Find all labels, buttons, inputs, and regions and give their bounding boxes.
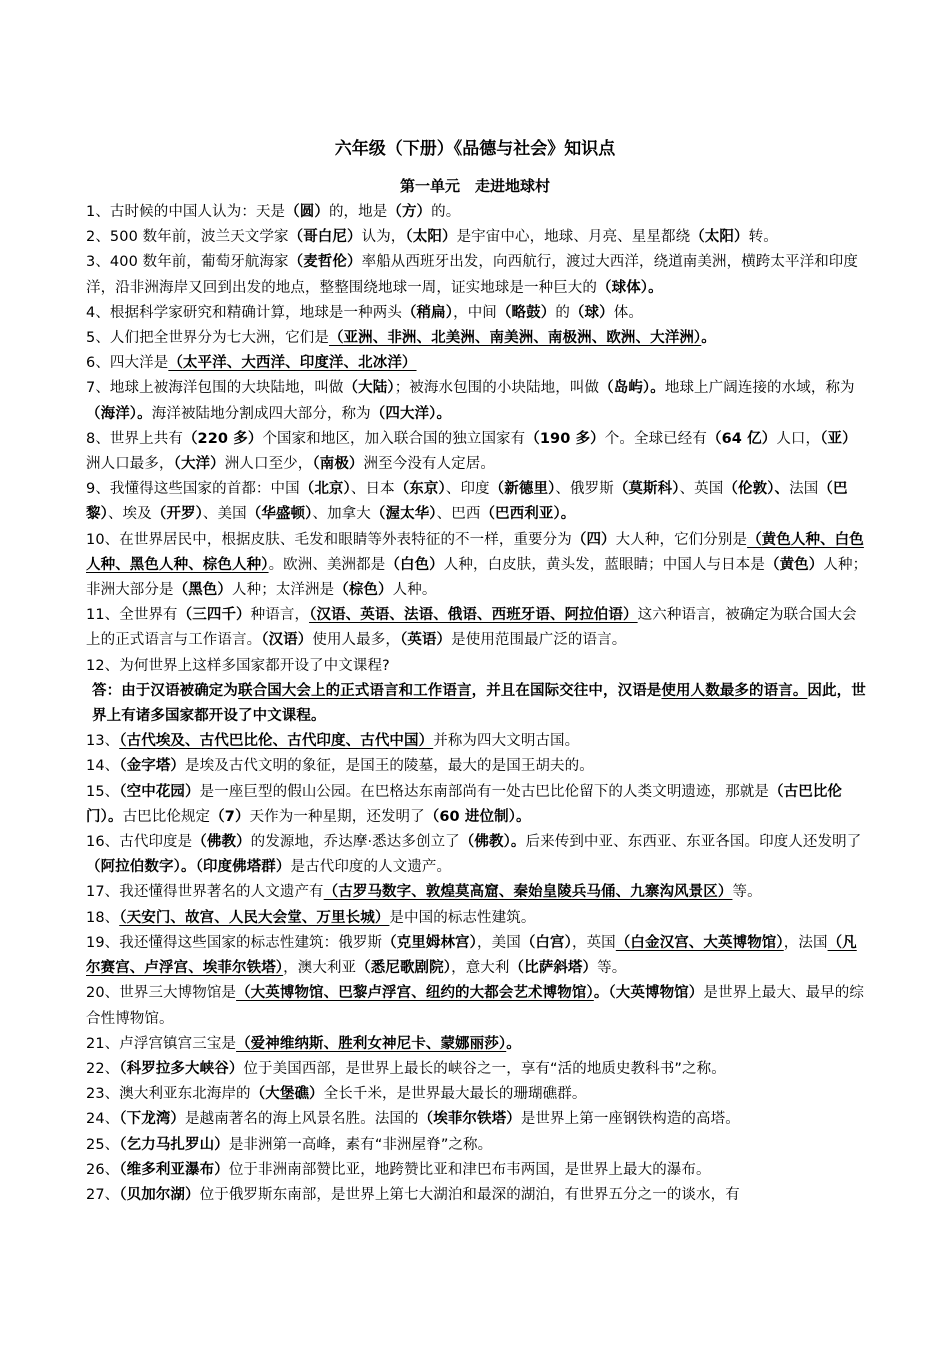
text-segment: 是非洲第一高峰，素有“非洲屋脊”之称。 xyxy=(228,1136,493,1153)
text-segment: （大堡礁） xyxy=(250,1086,324,1103)
text-segment: 、加拿大 xyxy=(312,506,371,523)
text-segment: 、印度 xyxy=(445,481,490,498)
text-segment: （英语） xyxy=(399,632,452,649)
text-segment: （大洋） xyxy=(173,456,225,473)
text-segment: 。 xyxy=(701,330,716,347)
knowledge-point-28 xyxy=(86,1183,871,1208)
text-segment: （乞力马扎罗山） xyxy=(119,1136,229,1153)
text-segment: 17、我还懂得世界著名的人文遗产有 xyxy=(86,884,324,901)
text-segment: 。 xyxy=(593,985,609,1002)
text-segment: 是使用范围最广泛的语言。 xyxy=(451,632,627,649)
text-segment: （大英博物馆） xyxy=(608,985,704,1002)
text-segment: 23、澳大利亚东北海岸的 xyxy=(86,1086,251,1103)
text-segment: （巴西利亚）。 xyxy=(480,506,576,523)
text-segment: （四大洋）。 xyxy=(370,405,452,422)
text-segment: 使用人最多， xyxy=(312,632,400,649)
text-segment: （太阳） xyxy=(405,229,457,246)
text-segment: 4、根据科学家研究和精确计算，地球是一种两头 xyxy=(86,304,402,321)
text-segment: （哥白尼） xyxy=(288,229,362,246)
text-segment: 是一座巨型的假山公园。在巴格达东南部尚有一处古巴比伦留下的人类文明遗迹，那就是 xyxy=(199,783,770,800)
text-segment: （凡尔赛宫、卢浮宫、埃菲尔铁塔） xyxy=(86,934,857,977)
text-segment: 全长千米，是世界最大最长的珊瑚礁群。 xyxy=(323,1086,587,1103)
text-segment: （岛屿）。 xyxy=(599,380,665,397)
text-segment: 认为， xyxy=(361,229,406,246)
text-segment: 9、我懂得这些国家的首都：中国 xyxy=(86,481,300,498)
text-segment: （古罗马数字、敦煌莫高窟、秦始皇陵兵马俑、九寨沟风景区） xyxy=(323,884,733,901)
text-segment: （维多利亚瀑布） xyxy=(119,1161,229,1178)
page-title: 六年级（下册）《品德与社会》知识点 xyxy=(334,139,616,159)
knowledge-point-7 xyxy=(86,376,871,426)
text-segment: （黄色人种、白色人种、黑色人种、棕色人种） xyxy=(86,531,864,573)
text-segment: 14、 xyxy=(86,758,120,775)
knowledge-point-19 xyxy=(86,906,871,931)
text-segment: （汉语、英语、法语、俄语、西班牙语、阿拉伯语） xyxy=(309,607,638,624)
text-segment: （220 多） xyxy=(182,430,263,447)
text-segment: 的，地是 xyxy=(328,204,388,220)
text-segment: 位于非洲南部赞比亚，地跨赞比亚和津巴布韦两国，是世界上最大的瀑布。 xyxy=(228,1161,711,1178)
knowledge-point-1 xyxy=(86,200,871,225)
text-segment: （方） xyxy=(387,204,432,220)
knowledge-point-15 xyxy=(86,754,871,779)
text-segment: 、埃及 xyxy=(107,506,152,523)
text-segment: （黑色） xyxy=(173,582,233,599)
text-segment: （悉尼歌剧院） xyxy=(356,960,452,977)
text-segment: 2、500 数年前，波兰天文学家 xyxy=(86,229,289,246)
text-segment: 联合国大会上的正式语言和工作语言 xyxy=(238,682,472,699)
knowledge-point-23 xyxy=(86,1057,871,1082)
text-segment: 1、古时候的中国人认为：天是 xyxy=(86,204,286,220)
text-segment: 8、世界上共有 xyxy=(86,430,183,447)
knowledge-point-25 xyxy=(86,1107,871,1132)
text-segment: 个。全球已经有 xyxy=(604,430,707,447)
text-segment: （64 亿） xyxy=(706,430,777,447)
text-segment: 古巴比伦规定 xyxy=(122,808,211,825)
knowledge-point-2 xyxy=(86,225,871,250)
knowledge-point-21 xyxy=(86,981,871,1031)
knowledge-point-5 xyxy=(86,326,871,351)
text-segment: 后来传到中亚、东西亚、东亚各国。印度人还发明了 xyxy=(525,834,862,851)
knowledge-point-17 xyxy=(86,830,871,880)
text-segment: 人种；非洲大部分是 xyxy=(86,556,868,599)
text-segment: 、美国 xyxy=(202,506,247,523)
text-segment: 22、 xyxy=(86,1060,120,1077)
text-segment: （北京） xyxy=(299,481,351,498)
text-segment: 的发源地，乔达摩·悉达多创立了 xyxy=(250,834,460,851)
text-segment: （天安门、故宫、人民大会堂、万里长城） xyxy=(119,909,390,926)
text-segment: 、日本 xyxy=(350,481,395,498)
text-segment: 体。 xyxy=(613,304,643,321)
text-segment: （克里姆林宫） xyxy=(382,934,478,951)
text-segment: 。 xyxy=(506,1035,521,1052)
text-segment: （太平洋、大西洋、印度洋、北冰洋） xyxy=(168,355,417,372)
text-segment: （黄色） xyxy=(764,556,824,573)
text-segment: （空中花园） xyxy=(119,783,200,800)
text-segment: ；被海水包围的小块陆地，叫做 xyxy=(394,380,600,397)
text-segment: （印度佛塔群） xyxy=(195,859,291,876)
text-segment: 、英国 xyxy=(679,481,724,498)
text-segment: （190 多） xyxy=(525,430,605,447)
knowledge-point-14 xyxy=(86,729,871,754)
knowledge-point-6 xyxy=(86,351,871,376)
text-segment: 7、地球上被海洋包围的大块陆地，叫做 xyxy=(86,380,344,397)
text-segment: 6、四大洋是 xyxy=(86,355,169,372)
text-segment: （白金汉宫、大英博物馆） xyxy=(615,934,784,951)
text-segment: （开罗） xyxy=(151,506,203,523)
text-segment: 是世界上最大、最早的综合性博物馆。 xyxy=(86,985,864,1027)
text-segment: 洲人口至少， xyxy=(224,456,313,473)
text-segment: （7） xyxy=(210,808,250,825)
text-segment: （大英博物馆、巴黎卢浮宫、纽约的大都会艺术博物馆） xyxy=(236,985,594,1002)
text-segment: 洲人口最多， xyxy=(86,456,174,473)
text-segment: （海洋）。 xyxy=(86,405,152,422)
text-segment: 等。 xyxy=(597,960,627,977)
text-segment: （亚洲、非洲、北美洲、南美洲、南极洲、欧洲、大洋洲） xyxy=(328,330,702,347)
text-segment: 洲至今没有人定居。 xyxy=(363,456,495,473)
text-segment: 24、 xyxy=(86,1111,120,1128)
knowledge-point-9 xyxy=(86,477,871,527)
text-segment: （古巴比伦门）。 xyxy=(86,783,843,825)
text-segment: 25、 xyxy=(86,1136,120,1153)
knowledge-point-12 xyxy=(86,654,871,679)
text-segment: （莫斯科） xyxy=(613,481,680,498)
text-segment: 3、400 数年前，葡萄牙航海家 xyxy=(86,254,289,271)
text-segment: （渥太华） xyxy=(370,506,437,523)
text-segment: 16、古代印度是 xyxy=(86,834,193,851)
text-segment: 位于美国西部，是世界上最长的峡谷之一，享有“活的地质史教科书”之称。 xyxy=(243,1060,726,1077)
text-segment: 人口， xyxy=(776,430,821,447)
text-segment: ，澳大利亚 xyxy=(283,960,357,977)
text-segment: （麦哲伦） xyxy=(288,254,362,271)
text-segment: 18、 xyxy=(86,909,120,926)
text-segment: 位于俄罗斯东南部，是世界上第七大湖泊和最深的湖泊，有世界五分之一的谈水，有 xyxy=(199,1186,740,1203)
text-segment: （东京） xyxy=(394,481,446,498)
text-segment: 26、 xyxy=(86,1161,120,1178)
knowledge-point-27 xyxy=(86,1158,871,1183)
text-segment: （稍扁） xyxy=(401,304,454,321)
text-segment: 种语言， xyxy=(250,607,310,624)
text-segment: ，美国 xyxy=(477,934,521,951)
knowledge-point-13 xyxy=(86,679,871,729)
text-segment: 海洋被陆地分割成四大部分，称为 xyxy=(151,405,371,422)
text-segment: （佛教） xyxy=(192,834,251,851)
text-segment: 人种，白皮肤，黄头发，蓝眼睛；中国人与日本是 xyxy=(443,556,765,573)
knowledge-point-18 xyxy=(86,880,871,905)
text-segment: 是古代印度的人文遗产。 xyxy=(290,859,452,876)
text-segment: 27、 xyxy=(86,1186,120,1203)
text-segment: （金字塔） xyxy=(119,758,186,775)
text-segment: 率船从西班牙出发，向西航行，渡过大西洋，绕道南美洲，横跨太平洋和印度洋，沿非洲海岸又回到出发的地点，整整围绕地球一周，证实地球是一种巨大的 xyxy=(86,254,859,296)
text-segment: （太阳） xyxy=(690,229,749,246)
text-segment: 天作为一种星期，还发明了 xyxy=(249,808,425,825)
text-segment: （爱神维纳斯、胜利女神尼卡、蒙娜丽莎） xyxy=(236,1035,507,1052)
text-segment: （比萨斜塔） xyxy=(509,960,598,977)
text-segment: （三四千） xyxy=(177,607,251,624)
knowledge-point-16 xyxy=(86,780,871,830)
text-segment: 大人种，它们分别是 xyxy=(615,531,748,548)
text-segment: 15、 xyxy=(86,783,120,800)
text-segment: 11、全世界有 xyxy=(86,607,178,624)
text-segment: 转。 xyxy=(748,229,778,246)
text-segment: 是世界上第一座钢铁构造的高塔。 xyxy=(520,1111,740,1128)
text-segment: 人种；太洋洲是 xyxy=(232,582,335,599)
knowledge-point-11 xyxy=(86,603,871,653)
knowledge-point-22 xyxy=(86,1032,871,1057)
unit-title: 第一单元 走进地球村 xyxy=(399,177,550,195)
text-segment: （伦敦）、 xyxy=(723,481,790,498)
text-segment: 、巴西 xyxy=(436,506,481,523)
text-segment: 、俄罗斯 xyxy=(555,481,614,498)
text-segment: 的。 xyxy=(431,204,461,220)
text-segment: 并称为四大文明古国。 xyxy=(433,733,580,750)
text-segment: 是宇宙中心，地球、月亮、星星都绕 xyxy=(456,229,691,246)
text-segment: 12、为何世界上这样多国家都开设了中文课程? xyxy=(86,657,390,674)
text-segment: （大陆） xyxy=(343,380,395,397)
text-segment: （阿拉伯数字）。 xyxy=(86,859,196,876)
text-segment: （下龙湾） xyxy=(119,1111,186,1128)
text-segment: 10、在世界居民中，根据皮肤、毛发和眼睛等外表特征的不一样，重要分为 xyxy=(86,531,572,548)
text-segment: （四） xyxy=(571,531,616,548)
text-segment: 20、世界三大博物馆是 xyxy=(86,985,237,1002)
text-segment: 使用人数最多的语言。 xyxy=(661,682,808,699)
text-segment: （埃菲尔铁塔） xyxy=(418,1111,521,1128)
text-segment: ，意大利 xyxy=(451,960,510,977)
text-segment: （白宫） xyxy=(520,934,572,951)
text-segment: 13、 xyxy=(86,733,120,750)
text-segment: 19、我还懂得这些国家的标志性建筑：俄罗斯 xyxy=(86,934,383,951)
text-segment: 地球上广阔连接的水域，称为 xyxy=(664,380,855,397)
text-segment: （巴黎） xyxy=(86,481,848,523)
text-segment: 是埃及古代文明的象征，是国王的陵墓，最大的是国王胡夫的。 xyxy=(185,758,594,775)
text-segment: （华盛顿） xyxy=(246,506,313,523)
text-segment: （亚） xyxy=(820,430,857,447)
text-segment: 的 xyxy=(555,304,570,321)
text-segment: 答：由于汉语被确定为 xyxy=(92,682,238,699)
text-segment: 5、人们把全世界分为七大洲，它们是 xyxy=(86,330,329,347)
knowledge-point-20 xyxy=(86,931,871,981)
text-segment: ，并且在国际交往中，汉语是 xyxy=(471,682,662,699)
text-segment: 是越南著名的海上风景名胜。法国的 xyxy=(185,1111,419,1128)
text-segment: 是中国的标志性建筑。 xyxy=(389,909,536,926)
knowledge-point-8 xyxy=(86,427,871,477)
text-segment: ，英国 xyxy=(571,934,616,951)
text-segment: （佛教）。 xyxy=(459,834,526,851)
text-segment: 21、卢浮宫镇宫三宝是 xyxy=(86,1035,237,1052)
text-segment: （贝加尔湖） xyxy=(119,1186,200,1203)
text-segment: （白色） xyxy=(385,556,444,573)
text-segment: 人种。 xyxy=(392,582,437,599)
text-segment: （球） xyxy=(569,304,614,321)
text-segment: （新德里） xyxy=(489,481,556,498)
text-segment: （圆） xyxy=(285,204,329,220)
text-segment: （略鼓） xyxy=(496,304,556,321)
text-segment: 因此，世界上有诸多国家都开设了中文课程。 xyxy=(92,682,866,725)
text-segment: （球体）。 xyxy=(597,279,663,296)
knowledge-point-4 xyxy=(86,301,871,326)
text-segment: （古代埃及、古代巴比伦、古代印度、古代中国） xyxy=(119,733,434,750)
knowledge-point-10 xyxy=(86,528,871,604)
text-segment: （科罗拉多大峡谷） xyxy=(119,1060,244,1077)
text-segment: 。欧洲、美洲都是 xyxy=(268,556,386,573)
knowledge-point-3 xyxy=(86,250,871,300)
text-segment: （60 进位制）。 xyxy=(424,808,531,825)
document-body xyxy=(86,200,871,1208)
text-segment: （棕色） xyxy=(334,582,393,599)
text-segment: ，法国 xyxy=(783,934,828,951)
text-segment: ，中间 xyxy=(453,304,497,321)
text-segment: 个国家和地区，加入联合国的独立国家有 xyxy=(262,430,526,447)
text-segment: 法国 xyxy=(789,481,819,498)
knowledge-point-24 xyxy=(86,1082,871,1107)
text-segment: （南极） xyxy=(312,456,364,473)
text-segment: 这六种语言，被确定为联合国大会上的正式语言与工作语言。 xyxy=(86,607,857,649)
knowledge-point-26 xyxy=(86,1133,871,1158)
text-segment: 等。 xyxy=(732,884,762,901)
text-segment: （汉语） xyxy=(261,632,313,649)
